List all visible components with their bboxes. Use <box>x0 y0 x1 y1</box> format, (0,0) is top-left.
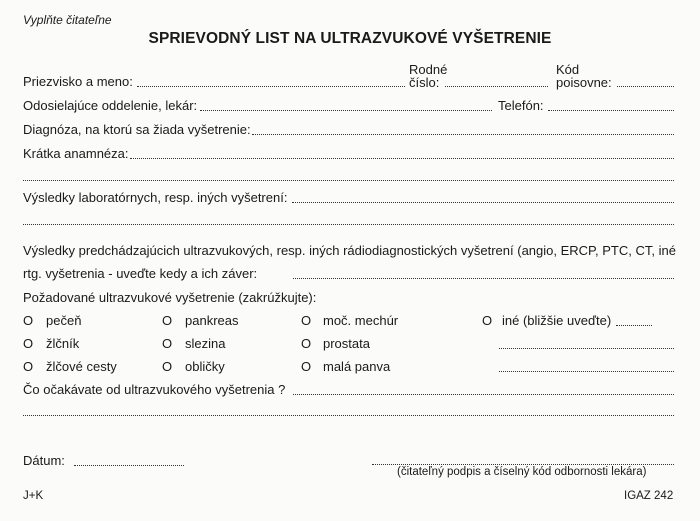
label-date: Dátum: <box>23 453 65 468</box>
label-lab-results: Výsledky laboratórnych, resp. iných vyšetrení: <box>23 190 288 205</box>
option-marker[interactable]: O <box>301 359 312 374</box>
field-lab-results[interactable] <box>292 202 674 203</box>
label-anamnesis: Krátka anamnéza: <box>23 146 129 161</box>
field-other-2[interactable] <box>499 348 674 349</box>
label-expectation: Čo očakávate od ultrazvukového vyšetrenia ? <box>23 382 286 397</box>
option-pancreas[interactable]: pankreas <box>185 313 239 328</box>
label-birth-number-1: Rodné <box>409 62 448 77</box>
option-spleen[interactable]: slezina <box>185 336 226 351</box>
footer-left: J+K <box>23 490 44 502</box>
option-marker[interactable]: O <box>301 336 312 351</box>
option-prostate[interactable]: prostata <box>323 336 370 351</box>
field-surname[interactable] <box>137 86 405 87</box>
option-gallbladder[interactable]: žlčník <box>46 336 80 351</box>
label-sending-department: Odosielajúce oddelenie, lekár: <box>23 98 198 113</box>
field-anamnesis[interactable] <box>130 158 674 159</box>
option-pelvis[interactable]: malá panva <box>323 359 391 374</box>
instruction-note: Vyplňte čitateľne <box>23 13 112 27</box>
label-birth-number-2: číslo: <box>409 75 440 90</box>
field-expectation-cont[interactable] <box>23 415 674 416</box>
option-marker[interactable]: O <box>162 313 173 328</box>
field-date[interactable] <box>74 465 184 466</box>
field-phone[interactable] <box>548 110 674 111</box>
label-insurer-code-1: Kód <box>556 62 580 77</box>
option-liver[interactable]: pečeň <box>46 313 82 328</box>
field-diagnosis[interactable] <box>252 134 674 135</box>
option-other[interactable]: iné (bližšie uveďte) <box>502 313 612 328</box>
field-birth-number[interactable] <box>445 86 548 87</box>
option-marker[interactable]: O <box>23 313 34 328</box>
field-sending-department[interactable] <box>200 110 492 111</box>
field-other-3[interactable] <box>499 371 674 372</box>
label-diagnosis: Diagnóza, na ktorú sa žiada vyšetrenie: <box>23 122 251 137</box>
field-signature[interactable] <box>372 464 674 465</box>
option-bile-ducts[interactable]: žlčové cesty <box>46 359 117 374</box>
option-marker[interactable]: O <box>23 336 34 351</box>
form-code: IGAZ 242 <box>624 490 674 502</box>
option-marker[interactable]: O <box>482 313 493 328</box>
label-phone: Telefón: <box>498 98 544 113</box>
label-surname: Priezvisko a meno: <box>23 74 133 89</box>
option-marker[interactable]: O <box>162 359 173 374</box>
label-requested-exam: Požadované ultrazvukové vyšetrenie (zakrúžkujte): <box>23 290 317 305</box>
field-insurer-code[interactable] <box>617 86 674 87</box>
option-marker[interactable]: O <box>301 313 312 328</box>
option-marker[interactable]: O <box>23 359 34 374</box>
option-marker[interactable]: O <box>162 336 173 351</box>
field-prior-results[interactable] <box>293 278 674 279</box>
field-expectation[interactable] <box>293 394 674 395</box>
field-anamnesis-cont[interactable] <box>23 180 674 181</box>
field-lab-results-cont[interactable] <box>23 224 674 225</box>
option-kidneys[interactable]: obličky <box>185 359 225 374</box>
label-insurer-code-2: poisovne: <box>556 75 612 90</box>
signature-caption: (čitateľný podpis a číselný kód odbornosti lekára) <box>397 466 647 478</box>
option-bladder[interactable]: moč. mechúr <box>323 313 399 328</box>
field-other-1[interactable] <box>616 325 652 326</box>
form-title: SPRIEVODNÝ LIST NA ULTRAZVUKOVÉ VYŠETRENIE <box>148 30 552 47</box>
label-prior-results-1: Výsledky predchádzajúcich ultrazvukových, resp. iných rádiodiagnostických vyšetrení (angio, ERCP, PTC, CT, iné <box>23 243 676 258</box>
label-prior-results-2: rtg. vyšetrenia - uveďte kedy a ich záver: <box>23 266 258 281</box>
